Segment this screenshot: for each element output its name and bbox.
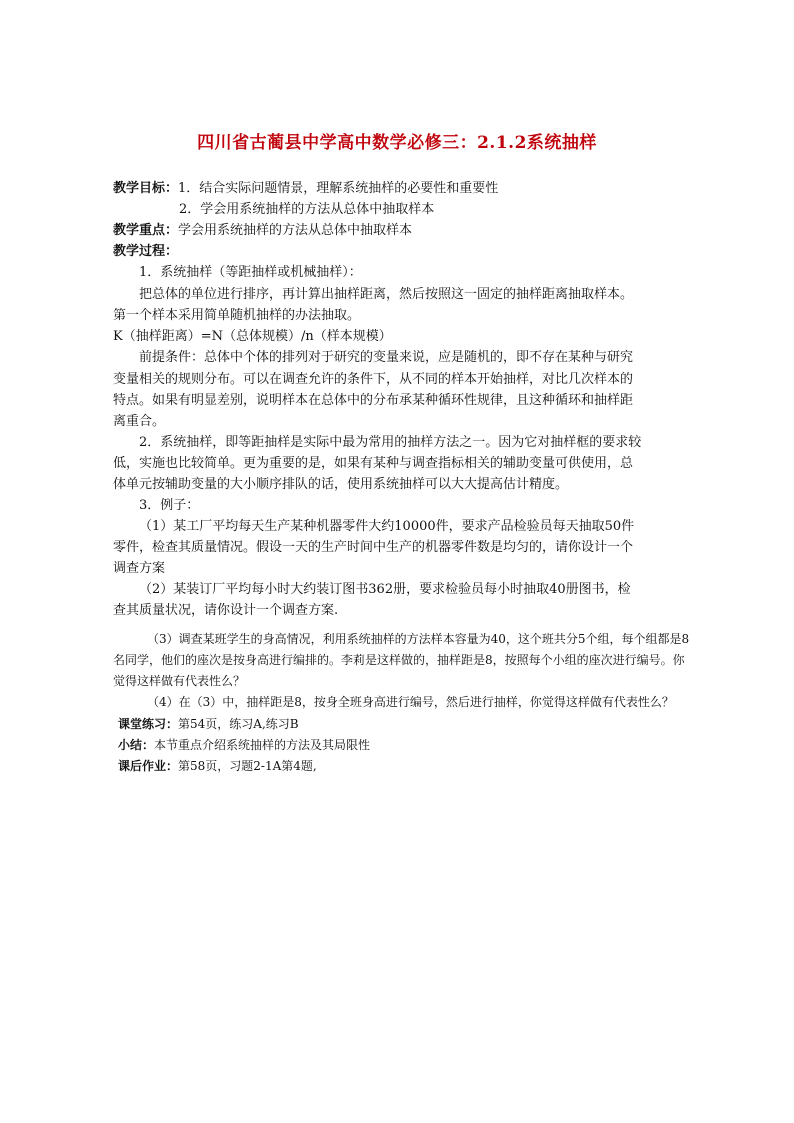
section-1-heading: 1．系统抽样（等距抽样或机械抽样）： [139,265,362,280]
premise-line-4: 离重合。 [113,414,166,429]
example-3-line-2: 名同学，他们的座次是按身高进行编排的。李莉是这样做的，抽样距是8，按照每个小组的座次进行编号。你 [113,653,685,667]
section-1-line-2: 第一个样本采用简单随机抽样的办法抽取。 [113,308,361,323]
example-4-line-1: （4）在（3）中，抽样距是8，按身全班身高进行编号，然后进行抽样，你觉得这样做有代表性么？ [147,695,674,709]
goal-line-1 [113,178,685,199]
goal-item-2: 2．学会用系统抽样的方法从总体中抽取样本 [179,202,435,217]
process-label: 教学过程： [113,244,179,259]
premise-line-3: 特点。如果有明显差别，说明样本在总体中的分布承某种循环性规律，且这种循环和抽样距 [113,393,634,408]
section-2-line-1: 2．系统抽样，即等距抽样是实际中最为常用的抽样方法之一。因为它对抽样框的要求较 [139,435,642,450]
example-3-line-3: 觉得这样做有代表性么？ [113,674,246,688]
example-1-line-3: 调查方案 [113,561,166,576]
practice-label: 课堂练习： [118,717,179,731]
page-title: 四川省古蔺县中学高中数学必修三：2.1.2系统抽样 [197,133,597,153]
formula: K（抽样距离）=N（总体规模）/n（样本规模） [113,329,392,344]
section-1-line-1: 把总体的单位进行排序，再计算出抽样距离，然后按照这一固定的抽样距离抽取样本。 [139,287,634,302]
summary-label: 小结： [118,738,155,752]
example-1-line-1: （1）某工厂平均每天生产某种机器零件大约10000件，要求产品检验员每天抽取50件 [139,519,635,534]
homework-label: 课后作业： [118,759,179,773]
practice-text: 第54页，练习A,练习B [178,717,299,731]
example-2-line-1: （2）某装订厂平均每小时大约装订图书362册，要求检验员每小时抽取40册图书，检 [139,582,631,597]
summary-line [113,735,794,756]
key-line [113,220,685,241]
section-2-line-2: 低，实施也比较简单。更为重要的是，如果有某种与调查指标相关的辅助变量可供使用，总 [113,456,634,471]
goal-label: 教学目标： [113,181,179,196]
section-3-heading: 3．例子： [139,498,200,513]
premise-line-1: 前提条件：总体中个体的排列对于研究的变量来说，应是随机的，即不存在某种与研究 [139,350,634,365]
section-2-line-3: 体单元按辅助变量的大小顺序排队的话，使用系统抽样可以大大提高估计精度。 [113,477,569,492]
example-3-line-1: （3）调查某班学生的身高情况，利用系统抽样的方法样本容量为40，这个班共分5个组，每个组都是8 [147,632,690,646]
homework-line [113,756,794,777]
homework-text: 第58页，习题2-1A第4题, [178,759,317,773]
premise-line-2: 变量相关的规则分布。可以在调查允许的条件下，从不同的样本开始抽样，对比几次样本的 [113,372,634,387]
practice-line [113,714,794,735]
example-1-line-2: 零件，检查其质量情况。假设一天的生产时间中生产的机器零件数是均匀的，请你设计一个 [113,540,634,555]
key-text: 学会用系统抽样的方法从总体中抽取样本 [178,223,413,238]
summary-text: 本节重点介绍系统抽样的方法及其局限性 [154,738,371,752]
key-label: 教学重点： [113,223,179,238]
example-2-line-2: 查其质量状况，请你设计一个调查方案. [113,603,339,618]
goal-item-1: 1．结合实际问题情景，理解系统抽样的必要性和重要性 [178,181,499,196]
